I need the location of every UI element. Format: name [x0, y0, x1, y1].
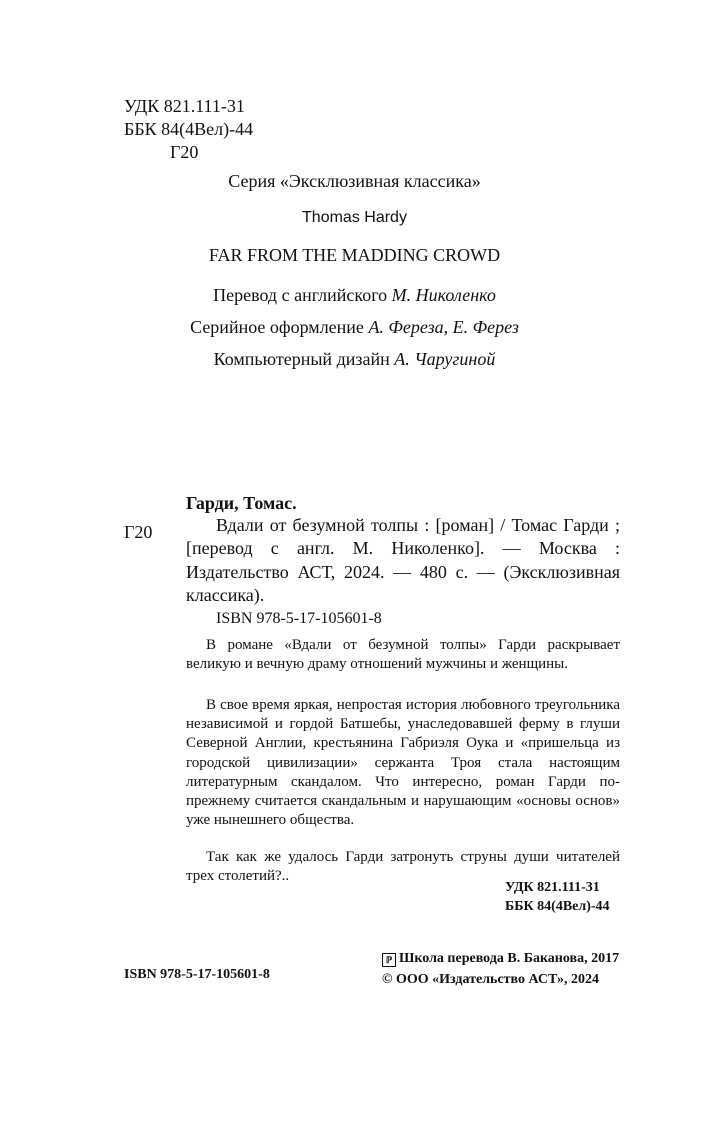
series-name: Серия «Эксклюзивная классика»: [228, 171, 481, 191]
catalog-author-heading: Гарди, Томас.: [186, 493, 297, 513]
author-mark: Г20: [170, 142, 199, 162]
series-design-credit: [0, 317, 709, 338]
computer-design-credit: [0, 349, 709, 370]
udk-code: УДК 821.111-31: [124, 96, 245, 116]
original-author: Thomas Hardy: [302, 209, 407, 226]
translator-name: М. Николенко: [391, 285, 496, 305]
footer-isbn: ISBN 978-5-17-105601-8: [124, 967, 270, 982]
series-design-label: Серийное оформление: [190, 317, 364, 337]
series-designers: А. Фереза, Е. Ферез: [368, 317, 519, 337]
footer-bbk: ББК 84(4Вел)-44: [505, 899, 610, 914]
bbk-code: ББК 84(4Вел)-44: [124, 119, 254, 139]
annotation-text: В романе «Вдали от безумной толпы» Гарди раскрывает великую и вечную драму отношений мужчины и женщины.: [186, 637, 620, 673]
bibliographic-description: [186, 514, 620, 607]
catalog-isbn: ISBN 978-5-17-105601-8: [216, 610, 382, 627]
annotation-paragraph: [186, 636, 620, 674]
original-title: FAR FROM THE MADDING CROWD: [208, 245, 501, 265]
annotation-text: В свое время яркая, непростая история любовного треугольника независимой и гордой Батшебы, унаследовавшей ферму в глуши Северной Англии, крестьянина Габриэля Оука и «пришельца из городской цивилизации» сержанта Троя стала настоящим литературным скандалом. Что интересно, роман Гарди по-прежнему считается скандальным и нарушающим «основы основ» уже нынешнего общества.: [186, 697, 620, 829]
translation-label: Перевод с английского: [213, 285, 388, 305]
computer-designer: А. Чаругиной: [394, 349, 496, 369]
copyright-translation-text: Школа перевода В. Баканова, 2017: [399, 951, 620, 966]
copyright-publisher: © ООО «Издательство АСТ», 2024: [382, 972, 600, 987]
translation-copyright-icon: ℙ: [382, 953, 396, 967]
translation-credit: [0, 285, 709, 306]
footer-udk: УДК 821.111-31: [505, 880, 600, 895]
copyright-block: [382, 948, 619, 990]
annotation-paragraph: [186, 696, 620, 830]
computer-design-label: Компьютерный дизайн: [213, 349, 390, 369]
bibliographic-text: Вдали от безумной толпы : [роман] / Томас Гарди ; [перевод с англ. М. Николенко]. — Москва : Издательство АСТ, 2024. — 480 с. — (Эксклюзивная классика).: [186, 515, 620, 605]
annotation-text: Так как же удалось Гарди затронуть струны души читателей трех столетий?..: [186, 849, 620, 885]
copyright-translation: [382, 948, 619, 969]
catalog-index: Г20: [124, 522, 153, 542]
